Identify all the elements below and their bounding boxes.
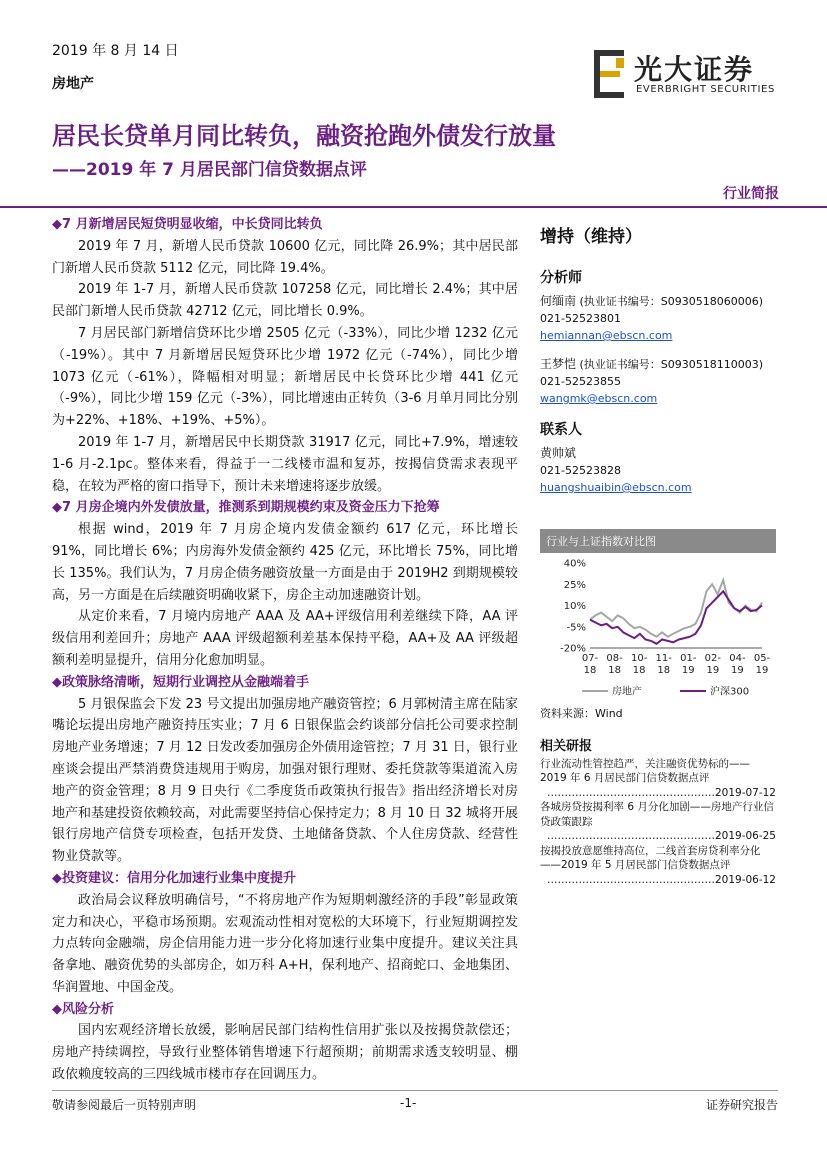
x-tick-label: 18 [608, 665, 621, 676]
related-item[interactable] [540, 844, 776, 888]
related-title: 各城房贷按揭利率 6 月分化加剧——房地产行业信贷政策跟踪 [540, 801, 774, 828]
comparison-chart [540, 529, 776, 719]
chart-plot [540, 553, 776, 701]
analyst-email-link[interactable]: wangmk@ebscn.com [540, 392, 658, 405]
x-tick-label: 05- [753, 653, 771, 664]
chart-title: 行业与上证指数对比图 [540, 529, 776, 553]
analyst-heading: 分析师 [540, 270, 582, 286]
chart-source: 资料来源：Wind [540, 707, 623, 720]
report-title: 居民长贷单月同比转负，融资抢跑外债发行放量 [52, 122, 556, 150]
y-tick-label: -20% [560, 643, 586, 655]
analyst-card [540, 293, 780, 344]
legend-label: 房地产 [612, 686, 642, 698]
main-body [52, 214, 518, 1086]
paragraph: 2019 年 1-7 月，新增人民币贷款 107258 亿元，同比增长 2.4%；其中居民部门新增人民币贷款 42712 亿元，同比增长 0.9%。 [52, 282, 518, 320]
y-tick-label: 25% [563, 579, 586, 591]
related-date: …………………………………………2019-07-12 [546, 786, 776, 799]
page-number: -1- [400, 1096, 417, 1110]
section-heading: ◆风险分析 [52, 1001, 114, 1017]
contact-card [540, 445, 780, 496]
paragraph: 国内宏观经济增长放缓，影响居民部门结构性信用扩张以及按揭贷款偿还；房地产持续调控，导致行业整体销售增速下行超预期；前期需求透支较明显、棚政依赖度较高的三四线城市楼市存在回调压力。 [52, 1023, 518, 1083]
contact-name: 黄帅斌 [540, 446, 577, 460]
x-tick-label: 08- [606, 653, 623, 664]
report-date: 2019 年 8 月 14 日 [52, 43, 179, 59]
section-heading: ◆投资建议：信用分化加速行业集中度提升 [52, 870, 296, 886]
header-divider [0, 206, 827, 208]
related-reports [540, 740, 776, 887]
analyst-name: 何缅南 [540, 294, 577, 308]
report-subtitle: ——2019 年 7 月居民部门信贷数据点评 [52, 160, 367, 180]
report-type: 行业简报 [723, 186, 779, 202]
related-date: …………………………………………2019-06-25 [546, 830, 776, 842]
y-tick-label: 10% [563, 601, 586, 612]
related-title: 按揭投放意愿维持高位，二线首套房贷利率分化——2019 年 5 月居民部门信贷数据点评 [540, 844, 761, 871]
x-tick-label: 02- [704, 653, 722, 664]
contact-phone: 021-52523828 [540, 464, 621, 477]
related-item[interactable] [540, 800, 776, 844]
paragraph: 从定价来看，7 月境内房地产 AAA 及 AA+评级信用利差继续下降，AA 评级信用利差回升；房地产 AAA 评级超额利差基本保持平稳，AA+及 AA 评级超额利差明显提升，信用分化愈加明显。 [52, 609, 518, 668]
analyst-cert: (执业证书编号：S0930518110003) [579, 358, 764, 371]
x-tick-label: 07- [581, 653, 599, 664]
analyst-card [540, 356, 780, 407]
section-heading: ◆7 月新增居民短贷明显收缩，中长贷同比转负 [52, 217, 323, 232]
x-tick-label: 19 [731, 665, 744, 676]
paragraph: 2019 年 7 月，新增人民币贷款 10600 亿元，同比降 26.9%；其中居民部门新增人民币贷款 5112 亿元，同比降 19.4%。 [52, 238, 518, 276]
paragraph: 5 月银保监会下发 23 号文提出加强房地产融资管控；6 月郭树清主席在陆家嘴论坛提出房地产融资持压实业；7 月 6 日银保监会约谈部分信托公司要求控制房地产业务增速；7 月 12 日发改委加强房企外债用途管控；7 月 31 日，银行业座谈会提出严禁消费贷违规用于购房，加强对银行理财、委托贷款等渠道流入房地产的资金管理；8 月 9 日央行《二季度货币政策执行报告》指出经济增长对房地产和基建投资依赖较高，对此需要坚持信心保持定力；8 月 10 日 32 城将开展银行房地产信贷专项检查，包括开发贷、土地储备贷款、个人住房贷款、经营性物业贷款等。 [52, 696, 518, 865]
x-tick-label: 01- [680, 653, 697, 664]
y-tick-label: -5% [566, 622, 586, 634]
x-tick-label: 18 [583, 665, 597, 676]
section-heading: ◆政策脉络清晰，短期行业调控从金融端着手 [52, 674, 309, 690]
related-item[interactable] [540, 757, 776, 801]
footer-disclaimer[interactable]: 敬请参阅最后一页特别声明 [52, 1098, 197, 1112]
logo-mark-icon [590, 48, 630, 100]
sidebar [540, 222, 780, 508]
x-tick-label: 19 [681, 665, 695, 676]
contact-heading: 联系人 [540, 422, 582, 438]
logo-text-cn: 光大证券 [634, 53, 755, 86]
x-tick-label: 19 [755, 665, 769, 676]
legend-label: 沪深300 [710, 686, 750, 698]
paragraph: 政治局会议释放明确信号，“不将房地产作为短期刺激经济的手段”彰显政策定力和决心，平稳市场预期。宏观流动性相对宽松的大环境下，行业短期调控发力点转向金融端，房企信用能力进一步分化将加速行业集中度提升。建议关注具备拿地、融资优势的头部房企，如万科 A+H，保利地产、招商蛇口、金地集团、华润置地、中国金茂。 [52, 892, 518, 995]
footer-report-label: 证券研究报告 [705, 1098, 778, 1112]
x-tick-label: 18 [632, 665, 646, 676]
section-heading: ◆7 月房企境内外发债放量，推测系到期规模约束及资金压力下抢筹 [52, 500, 440, 516]
paragraph: 2019 年 1-7 月，新增居民中长期贷款 31917 亿元，同比+7.9%，增速较 1-6 月-2.1pc。整体来看，得益于一二线楼市温和复苏，按揭信贷需求表现平稳，在较为严格的窗口指导下，预计未来增速将逐步放缓。 [52, 434, 518, 494]
y-tick-label: 40% [563, 558, 586, 570]
paragraph: 根据 wind，2019 年 7 月房企境内发债金额约 617 亿元，环比增长 91%，同比增长 6%；内房海外发债金额约 425 亿元，环比增长 75%，同比增长 135%。我们认为，7 月房企债务融资放量一方面是由于 2019H2 到期规模较高，另一方面是在后续融资明确收紧下，房企主动加速融资计划。 [52, 522, 518, 603]
rating: 增持（维持） [540, 227, 642, 247]
analyst-phone: 021-52523801 [540, 312, 621, 325]
paragraph: 7 月居民部门新增信贷环比少增 2505 亿元（-33%），同比少增 1232 亿元（-19%）。其中 7 月新增居民短贷环比少增 1972 亿元（-74%），同比少增 1073 亿元（-61%），降幅相对明显；新增居民中长贷环比少增 441 亿元（-9%），同比少增 159 亿元（-3%），同比增速由正转负（3-6 月单月同比分别为+22%、+18%、+19%、+5%）。 [52, 325, 518, 429]
x-tick-label: 10- [630, 653, 648, 664]
x-tick-label: 11- [655, 653, 672, 664]
x-tick-label: 04- [729, 653, 746, 664]
analyst-phone: 021-52523855 [540, 375, 621, 388]
footer-divider [52, 1090, 778, 1091]
analyst-cert: (执业证书编号：S0930518060006) [579, 295, 764, 308]
related-heading: 相关研报 [540, 739, 593, 754]
logo-text-en: EVERBRIGHT SECURITIES [636, 84, 775, 95]
company-logo [590, 48, 780, 100]
related-title: 行业流动性管控趋严，关注融资优势标的——2019 年 6 月居民部门信贷数据点评 [540, 757, 750, 784]
analyst-name: 王梦恺 [540, 357, 577, 371]
contact-email-link[interactable]: huangshuaibin@ebscn.com [540, 481, 692, 494]
sector-label: 房地产 [52, 76, 94, 92]
analyst-email-link[interactable]: hemiannan@ebscn.com [540, 329, 673, 342]
related-date: …………………………………………2019-06-12 [546, 873, 776, 886]
x-tick-label: 19 [706, 665, 720, 676]
x-tick-label: 18 [657, 665, 671, 676]
